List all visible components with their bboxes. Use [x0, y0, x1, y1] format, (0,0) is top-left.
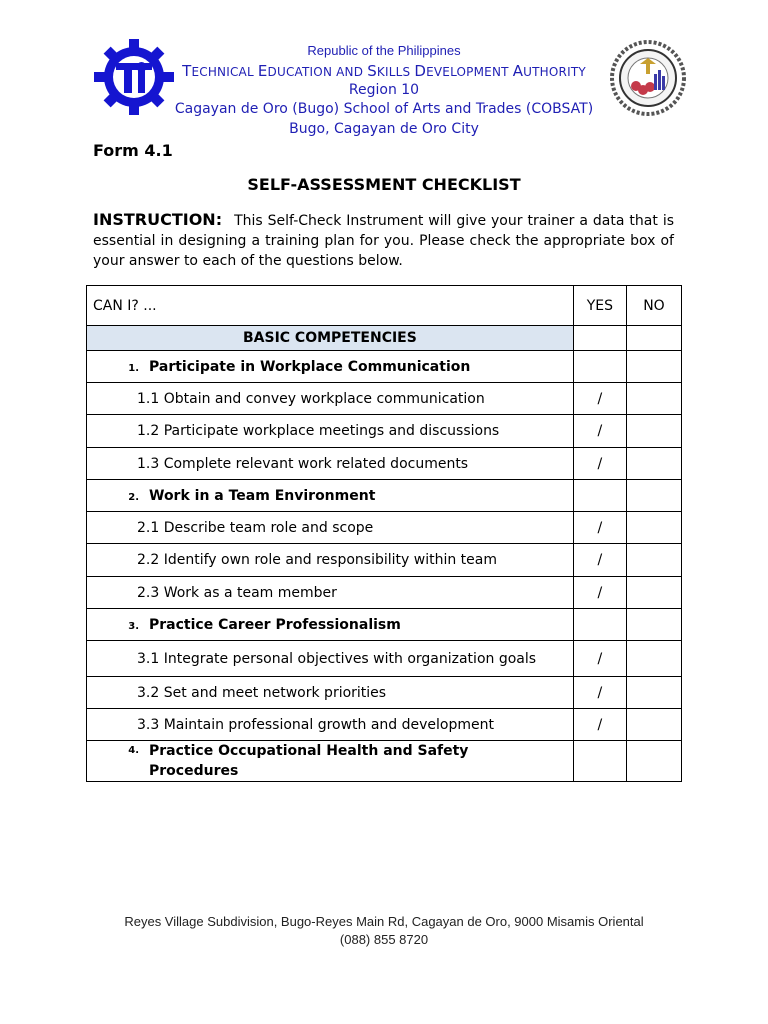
school-name: Cagayan de Oro (Bugo) School of Arts and Trades (COBSAT): [174, 101, 594, 117]
checklist-item-row: [87, 577, 682, 609]
checklist-table: [86, 285, 682, 782]
no-cell[interactable]: [626, 544, 681, 577]
yes-cell[interactable]: /: [573, 641, 626, 677]
group-title: Work in a Team Environment: [149, 487, 376, 504]
table-header-row: [87, 286, 682, 326]
agency-name-part: ECHNICAL: [191, 65, 258, 79]
checklist-item-text: 3.1 Integrate personal objectives with organization goals: [87, 641, 574, 677]
checklist-item-row: [87, 641, 682, 677]
column-header-item: CAN I? ...: [87, 286, 574, 326]
checklist-item-row: [87, 448, 682, 480]
group-number: 1.: [128, 362, 139, 374]
document-title: SELF-ASSESSMENT CHECKLIST: [247, 175, 521, 194]
group-row: [87, 741, 682, 782]
agency-name-part: S: [367, 62, 377, 80]
yes-cell[interactable]: /: [573, 544, 626, 577]
no-cell[interactable]: [626, 351, 681, 383]
no-cell[interactable]: [626, 512, 681, 544]
checklist-item-text: 2.2 Identify own role and responsibility within team: [87, 544, 574, 577]
column-header-yes: YES: [573, 286, 626, 326]
group-title: Practice Career Professionalism: [149, 616, 401, 633]
yes-cell[interactable]: [573, 351, 626, 383]
checklist-item-row: [87, 512, 682, 544]
instruction-text: This Self-Check Instrument will give your trainer a data that is essential in designing a training plan for you. Please check the appropriate box of your answer to each of the questions below.: [93, 213, 674, 269]
checklist-item-text: 2.1 Describe team role and scope: [87, 512, 574, 544]
city-line: Bugo, Cagayan de Oro City: [289, 121, 479, 137]
yes-cell[interactable]: /: [573, 448, 626, 480]
no-cell[interactable]: [626, 480, 681, 512]
agency-name-part: EVELOPMENT: [426, 65, 513, 79]
group-title: Participate in Workplace Communication: [149, 358, 471, 375]
yes-cell[interactable]: /: [573, 677, 626, 709]
yes-cell[interactable]: [573, 326, 626, 351]
republic-line: Republic of the Philippines: [307, 43, 461, 58]
agency-name-part: A: [512, 62, 524, 80]
no-cell[interactable]: [626, 448, 681, 480]
checklist-item-row: [87, 544, 682, 577]
no-cell[interactable]: [626, 741, 681, 782]
yes-cell[interactable]: /: [573, 709, 626, 741]
form-number: Form 4.1: [93, 141, 173, 160]
checklist-item-text: 1.2 Participate workplace meetings and discussions: [87, 415, 574, 448]
yes-cell[interactable]: /: [573, 577, 626, 609]
group-number: 3.: [128, 620, 139, 632]
no-cell[interactable]: [626, 641, 681, 677]
no-cell[interactable]: [626, 326, 681, 351]
group-title-cell: [87, 609, 574, 641]
instruction-label: INSTRUCTION:: [93, 210, 223, 229]
yes-cell[interactable]: [573, 480, 626, 512]
no-cell[interactable]: [626, 577, 681, 609]
no-cell[interactable]: [626, 677, 681, 709]
agency-name-part: KILLS: [376, 65, 415, 79]
checklist-item-row: [87, 677, 682, 709]
yes-cell[interactable]: /: [573, 383, 626, 415]
checklist-item-text: 2.3 Work as a team member: [87, 577, 574, 609]
group-title-cell: [87, 741, 574, 782]
group-title: Practice Occupational Health and Safety Procedures: [149, 743, 469, 779]
region-line: Region 10: [348, 82, 420, 98]
yes-cell[interactable]: [573, 609, 626, 641]
checklist-item-text: 1.3 Complete relevant work related documents: [87, 448, 574, 480]
instruction-paragraph: [93, 210, 674, 271]
group-title-cell: [87, 480, 574, 512]
checklist-item-text: 1.1 Obtain and convey workplace communication: [87, 383, 574, 415]
section-title: BASIC COMPETENCIES: [87, 326, 574, 351]
yes-cell[interactable]: [573, 741, 626, 782]
checklist-item-row: [87, 415, 682, 448]
group-number: 4.: [128, 745, 139, 756]
no-cell[interactable]: [626, 609, 681, 641]
checklist-item-text: 3.3 Maintain professional growth and development: [87, 709, 574, 741]
agency-name-part: D: [414, 62, 427, 80]
group-row: [87, 609, 682, 641]
checklist-item-row: [87, 709, 682, 741]
agency-name-part: T: [182, 62, 192, 80]
agency-name-part: DUCATION AND: [267, 65, 368, 79]
group-row: [87, 351, 682, 383]
no-cell[interactable]: [626, 415, 681, 448]
no-cell[interactable]: [626, 383, 681, 415]
yes-cell[interactable]: /: [573, 415, 626, 448]
group-title-cell: [87, 351, 574, 383]
agency-name-part: UTHORITY: [523, 65, 586, 79]
no-cell[interactable]: [626, 709, 681, 741]
section-row: [87, 326, 682, 351]
group-row: [87, 480, 682, 512]
footer-phone: (088) 855 8720: [339, 932, 429, 947]
checklist-item-row: [87, 383, 682, 415]
agency-name-part: E: [257, 62, 268, 80]
checklist-item-text: 3.2 Set and meet network priorities: [87, 677, 574, 709]
yes-cell[interactable]: /: [573, 512, 626, 544]
group-number: 2.: [128, 491, 139, 503]
footer-address: Reyes Village Subdivision, Bugo-Reyes Main Rd, Cagayan de Oro, 9000 Misamis Oriental: [124, 914, 644, 929]
agency-name: [0, 62, 768, 80]
column-header-no: NO: [626, 286, 681, 326]
